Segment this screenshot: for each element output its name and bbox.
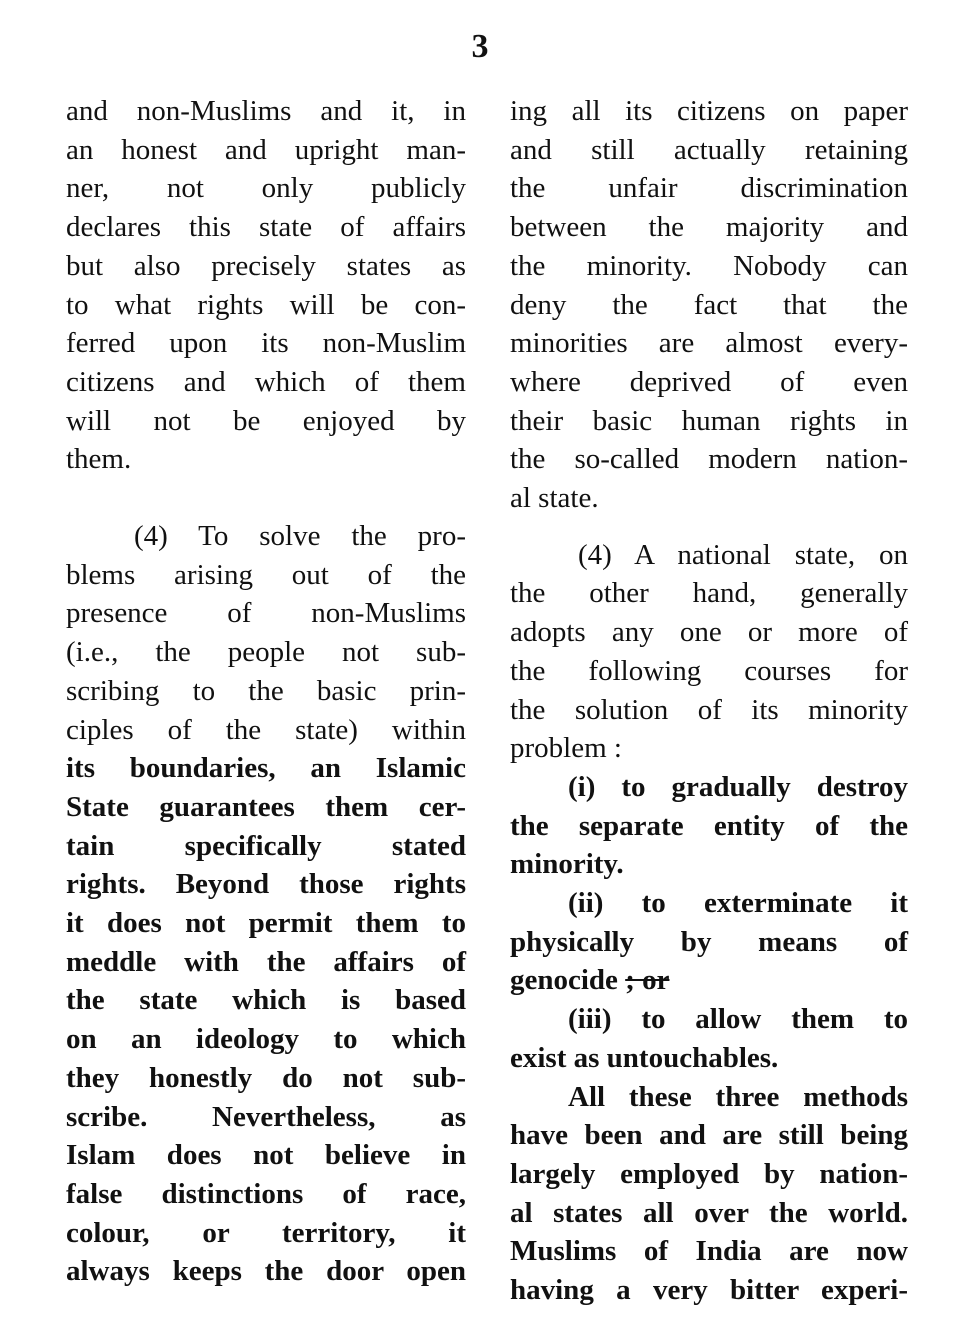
- struck-text: ; or: [625, 964, 670, 997]
- text-line: the other hand, generally: [510, 577, 908, 610]
- text-line: al states all over the world.: [510, 1196, 908, 1229]
- text-line: having a very bitter experi-: [510, 1274, 908, 1307]
- paragraph-gap: [510, 518, 908, 536]
- text-line: the minority. Nobody can: [510, 249, 908, 282]
- right-paragraph-3: [510, 1078, 908, 1310]
- text-line: All these three methods: [568, 1080, 908, 1113]
- text-line: deny the fact that the: [510, 288, 908, 321]
- text-line: the so-called modern nation-: [510, 443, 908, 476]
- text-line: problem :: [510, 732, 622, 765]
- text-line: [510, 961, 908, 1000]
- left-paragraph-2: [66, 517, 466, 1291]
- text-line: State guarantees them cer-: [66, 790, 466, 823]
- text-line: ferred upon its non-Muslim: [66, 327, 466, 360]
- text-line: (ii) to exterminate it: [568, 887, 908, 920]
- text-line: minorities are almost every-: [510, 327, 908, 360]
- left-paragraph-1: [66, 92, 466, 479]
- right-paragraph-1: [510, 92, 908, 518]
- text-line: minority.: [510, 848, 624, 881]
- text-line: the solution of its minority: [510, 693, 908, 726]
- text-line: but also precisely states as: [66, 249, 466, 282]
- text-line: between the majority and: [510, 211, 908, 244]
- text-line: have been and are still being: [510, 1119, 908, 1152]
- text-line: always keeps the door open: [66, 1255, 466, 1288]
- text-line: adopts any one or more of: [510, 616, 908, 649]
- text-line: physically by means of: [510, 925, 908, 958]
- text-line: to what rights will be con-: [66, 288, 466, 321]
- text-line: its boundaries, an Islamic: [66, 752, 466, 785]
- text-line: (i.e., the people not sub-: [66, 636, 466, 669]
- text-line: rights. Beyond those rights: [66, 868, 466, 901]
- text-line: al state.: [510, 482, 599, 515]
- text-line: ciples of the state) within: [66, 713, 466, 746]
- text-line: the separate entity of the: [510, 809, 908, 842]
- text-line: meddle with the affairs of: [66, 945, 466, 978]
- text-line: the state which is based: [66, 984, 466, 1017]
- text-line: scribe. Nevertheless, as: [66, 1100, 466, 1133]
- text-line: where deprived of even: [510, 365, 908, 398]
- text-line: ing all its citizens on paper: [510, 95, 908, 127]
- right-column: [510, 92, 908, 1310]
- text-line: colour, or territory, it: [66, 1216, 466, 1249]
- text-line: on an ideology to which: [66, 1023, 466, 1056]
- text-line: and non-Muslims and it, in: [66, 95, 466, 127]
- text-line: ner, not only publicly: [66, 172, 466, 205]
- text-line: and still actually retaining: [510, 133, 908, 166]
- text-line: Islam does not believe in: [66, 1139, 466, 1172]
- text-line: exist as untouchables.: [510, 1041, 779, 1074]
- text-line: (iii) to allow them to: [568, 1003, 908, 1036]
- text-line: largely employed by nation-: [510, 1157, 908, 1190]
- list-item-3: [510, 1000, 908, 1077]
- right-paragraph-2: [510, 536, 908, 768]
- text-line: tain specifically stated: [66, 829, 466, 862]
- text-line: blems arising out of the: [66, 558, 466, 591]
- text-line: (i) to gradually destroy: [568, 770, 908, 803]
- text-line: (4) To solve the pro-: [134, 520, 466, 553]
- text-line: the unfair discrimination: [510, 172, 908, 205]
- text-line: the following courses for: [510, 654, 908, 687]
- text-line: an honest and upright man-: [66, 133, 466, 166]
- text-line: false distinctions of race,: [66, 1177, 466, 1210]
- left-column: [66, 92, 466, 1291]
- text-line: declares this state of affairs: [66, 211, 466, 244]
- text-line: citizens and which of them: [66, 365, 466, 398]
- text-line: presence of non-Muslims: [66, 597, 466, 630]
- page-number: 3: [471, 28, 489, 65]
- text-line: will not be enjoyed by: [66, 404, 466, 437]
- text-line: they honestly do not sub-: [66, 1061, 466, 1094]
- text-line: them.: [66, 443, 132, 476]
- text-line: scribing to the basic prin-: [66, 674, 466, 707]
- paragraph-gap: [66, 479, 466, 517]
- text-line: Muslims of India are now: [510, 1235, 908, 1268]
- text-line: (4) A national state, on: [578, 538, 908, 571]
- text-fragment: genocide: [510, 964, 618, 997]
- text-line: their basic human rights in: [510, 404, 908, 437]
- list-item-1: [510, 768, 908, 884]
- list-item-2: [510, 884, 908, 1000]
- text-line: it does not permit them to: [66, 907, 466, 940]
